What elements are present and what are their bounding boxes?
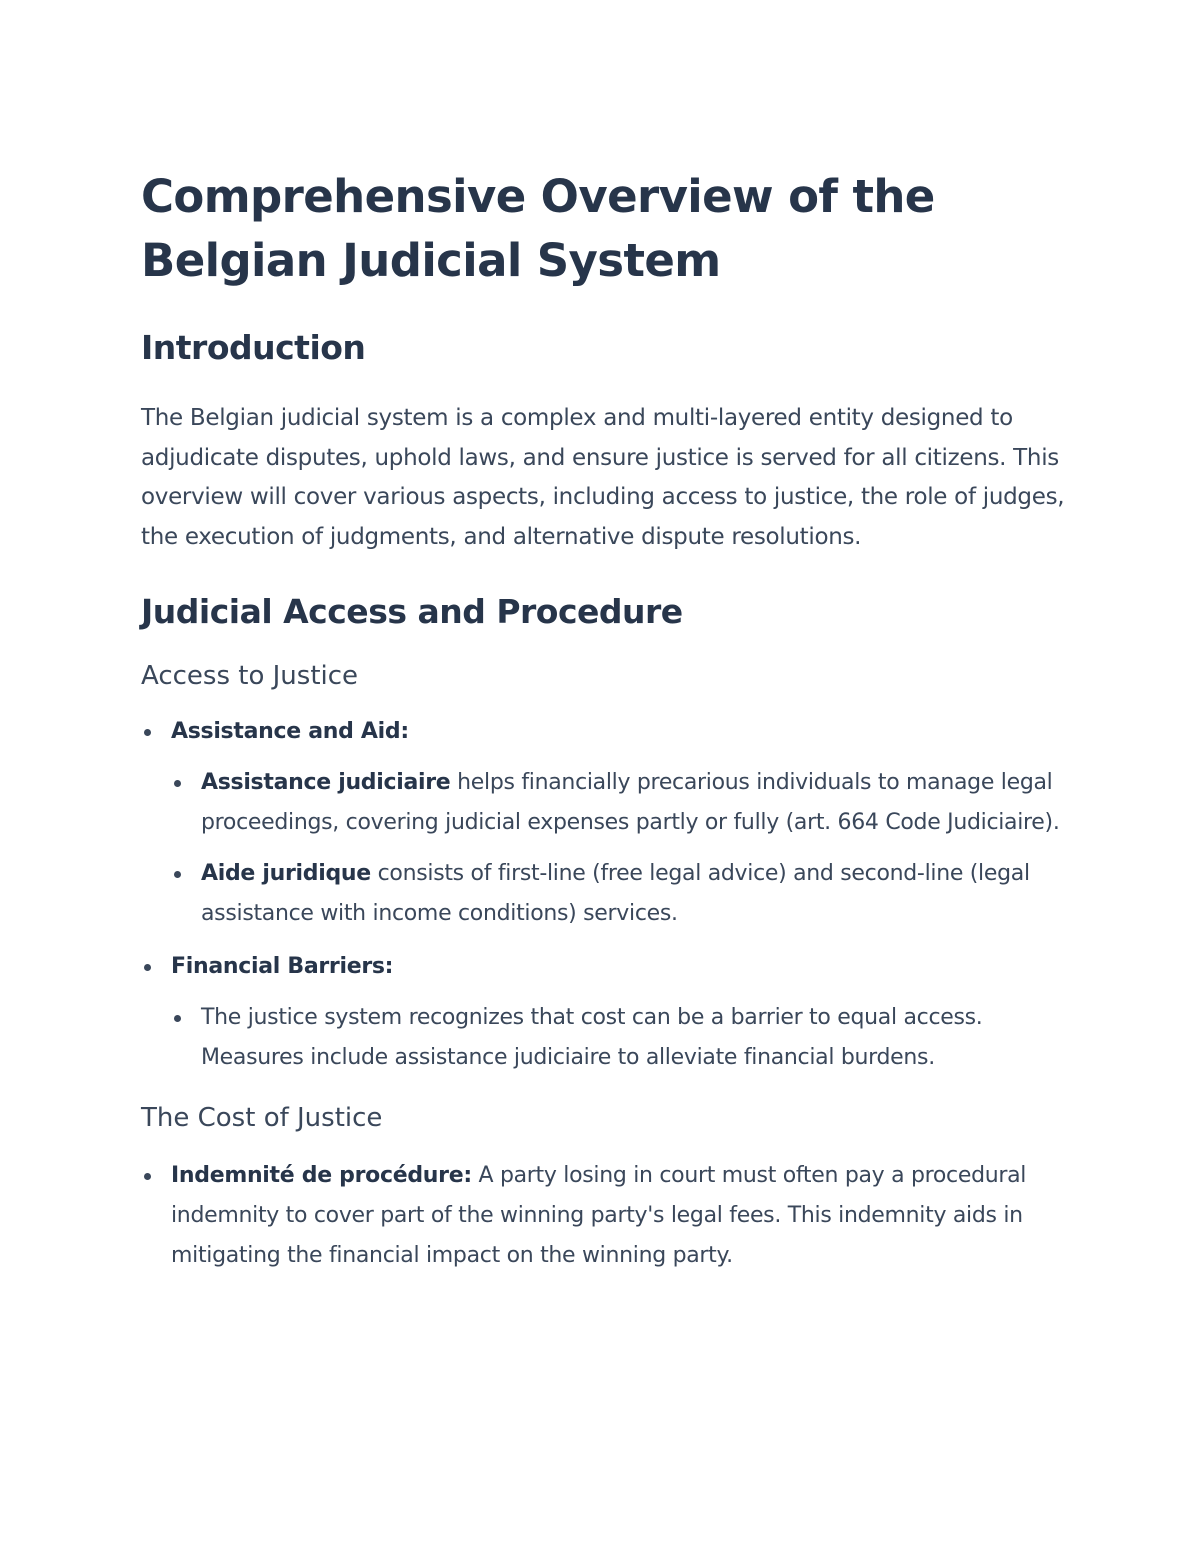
document-page — [141, 165, 1066, 1276]
list-item-text: A party losing in court must often pay a procedural indemnity to cover part of the winning party's legal fees. This indemnity aids in mitigating the financial impact on the winning party. — [171, 1163, 1027, 1268]
cost-of-justice-heading: The Cost of Justice — [141, 1103, 383, 1133]
list-item-label: Financial Barriers: — [171, 954, 394, 979]
bullet-icon — [174, 871, 181, 878]
introduction-paragraph: The Belgian judicial system is a complex and multi-layered entity designed to adjudicate disputes, uphold laws, and ensure justice is served for all citizens. This overview will cover various aspects, including access to justice, the role of judges, the execution of judgments, and alternative dispute resolutions. — [141, 405, 1065, 550]
list-item-aide-juridique — [171, 854, 1066, 934]
access-to-justice-heading: Access to Justice — [141, 661, 359, 691]
list-item-text: helps financially precarious individuals to manage legal proceedings, covering judicial expenses partly or fully (art. 664 Code Judiciaire). — [201, 770, 1060, 835]
assistance-and-aid-sublist — [171, 763, 1066, 934]
bullet-icon — [174, 780, 181, 787]
list-item-label: Assistance and Aid: — [171, 719, 409, 744]
term-assistance-judiciaire: Assistance judiciaire — [201, 770, 451, 795]
term-aide-juridique: Aide juridique — [201, 861, 371, 886]
introduction-heading: Introduction — [141, 328, 366, 367]
list-item-financial-barriers — [141, 947, 1066, 1078]
document-title: Comprehensive Overview of the Belgian Judicial System — [141, 170, 935, 287]
list-item-cost-barrier — [171, 998, 1066, 1078]
list-item-assistance-and-aid — [141, 712, 1066, 934]
list-item-text: consists of first-line (free legal advice) and second-line (legal assistance with income conditions) services. — [201, 861, 1030, 926]
financial-barriers-sublist — [171, 998, 1066, 1078]
access-to-justice-list — [141, 712, 1066, 1078]
cost-of-justice-list — [141, 1156, 1066, 1276]
bullet-icon — [144, 729, 151, 736]
bullet-icon — [174, 1015, 181, 1022]
list-item-indemnite-de-procedure — [141, 1156, 1066, 1276]
judicial-access-heading: Judicial Access and Procedure — [141, 592, 683, 631]
term-indemnite-de-procedure: Indemnité de procédure: — [171, 1163, 472, 1188]
bullet-icon — [144, 1173, 151, 1180]
list-item-assistance-judiciaire — [171, 763, 1066, 843]
bullet-icon — [144, 964, 151, 971]
list-item-text: The justice system recognizes that cost can be a barrier to equal access. Measures include assistance judiciaire to alleviate financial burdens. — [201, 1005, 983, 1070]
